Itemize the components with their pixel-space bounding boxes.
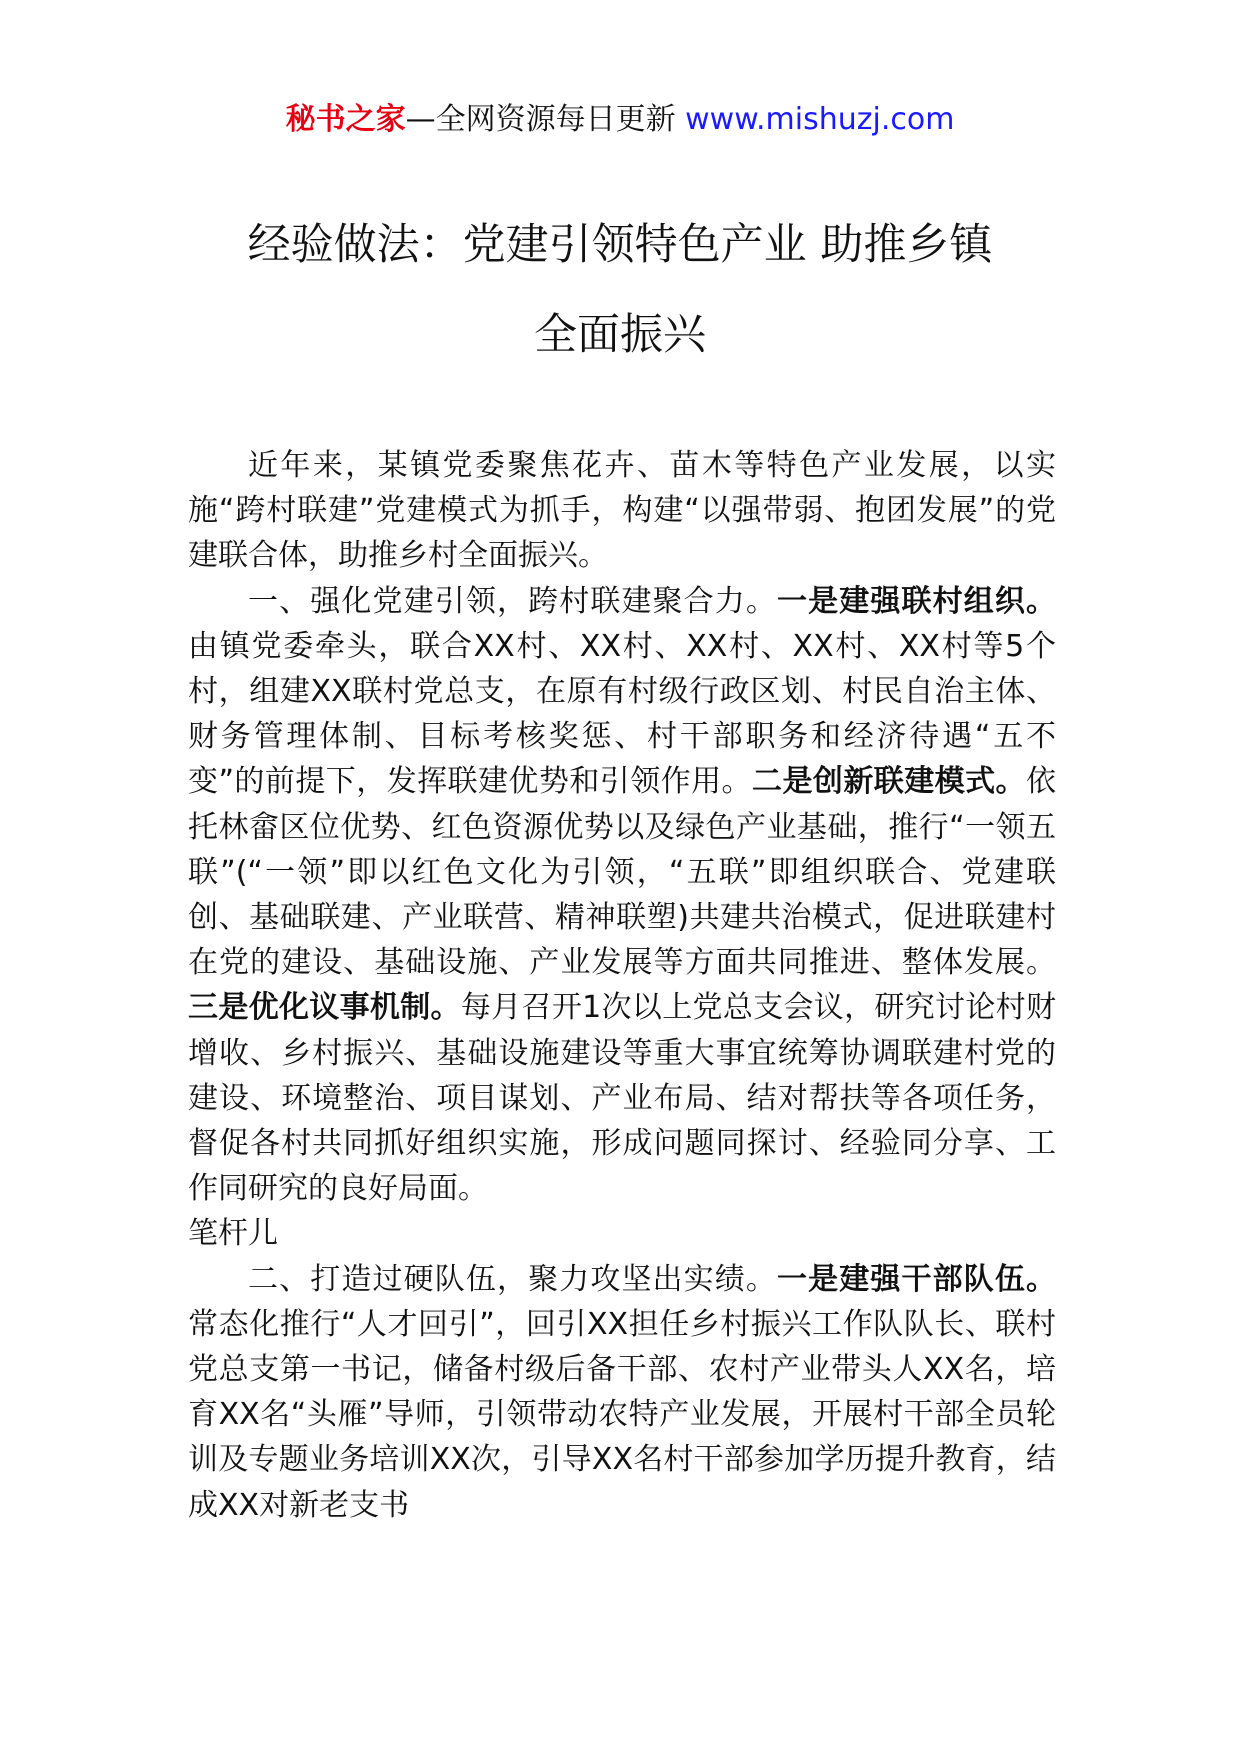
section-2-heading: 二、打造过硬队伍，聚力攻坚出实绩。: [248, 1261, 778, 1297]
section-1-point-3-heading: 三是优化议事机制。: [188, 990, 461, 1026]
site-url-link[interactable]: www.mishuzj.com: [685, 102, 955, 137]
document-title: [150, 200, 1090, 380]
paragraph-signature: 笔杆儿: [188, 1216, 278, 1252]
site-brand: 秘书之家: [285, 102, 406, 137]
section-1-point-2-heading: 二是创新联建模式。: [752, 764, 1027, 800]
site-slogan: —全网资源每日更新: [405, 102, 686, 137]
section-1-heading: 一、强化党建引领，跨村联建聚合力。: [248, 583, 778, 619]
section-2-point-1-heading: 一是建强干部队伍。: [777, 1261, 1057, 1297]
paragraph-intro: 近年来，某镇党委聚焦花卉、苗木等特色产业发展，以实施“跨村联建”党建模式为抓手，构建“以强带弱、抱团发展”的党建联合体，助推乡村全面振兴。: [188, 448, 1056, 574]
title-line-2: 全面振兴: [534, 310, 706, 360]
title-line-1: 经验做法：党建引领特色产业 助推乡镇: [247, 220, 993, 270]
section-1-point-3-text: 每月召开1次以上党总支会议，研究讨论村财增收、乡村振兴、基础设施建设等重大事宜统筹协调联建村党的建设、环境整治、项目谋划、产业布局、结对帮扶等各项任务，督促各村共同抓好组织实施，形成问题同探讨、经验同分享、工作同研究的良好局面。: [188, 990, 1057, 1207]
paragraph-section-2: [188, 1257, 1056, 1528]
section-2-point-1-text: 常态化推行“人才回引”，回引XX担任乡村振兴工作队队长、联村党总支第一书记，储备村级后备干部、农村产业带头人XX名，培育XX名“头雁”导师，引领带动农特产业发展，开展村干部全员轮训及专题业务培训XX次，引导XX名村干部参加学历提升教育，结成XX对新老支书: [188, 1306, 1056, 1523]
section-1-point-1-heading: 一是建强联村组织。: [777, 583, 1057, 619]
paragraph-section-1: [188, 579, 1056, 1212]
document-body: [188, 443, 1056, 1528]
section-1-point-1-text: 由镇党委牵头，联合XX村、XX村、XX村、XX村、XX村等5个村，组建XX联村党总支，在原有村级行政区划、村民自治主体、财务管理体制、目标考核奖惩、村干部职务和经济待遇“五不变”的前提下，发挥联建优势和引领作用。: [188, 628, 1056, 800]
section-1-point-2-text: 依托林畲区位优势、红色资源优势以及绿色产业基础，推行“一领五联”(“一领”即以红色文化为引领，“五联”即组织联合、党建联创、基础联建、产业联营、精神联塑)共建共治模式，促进联建村在党的建设、基础设施、产业发展等方面共同推进、整体发展。: [188, 764, 1057, 981]
site-header: [0, 100, 1240, 140]
